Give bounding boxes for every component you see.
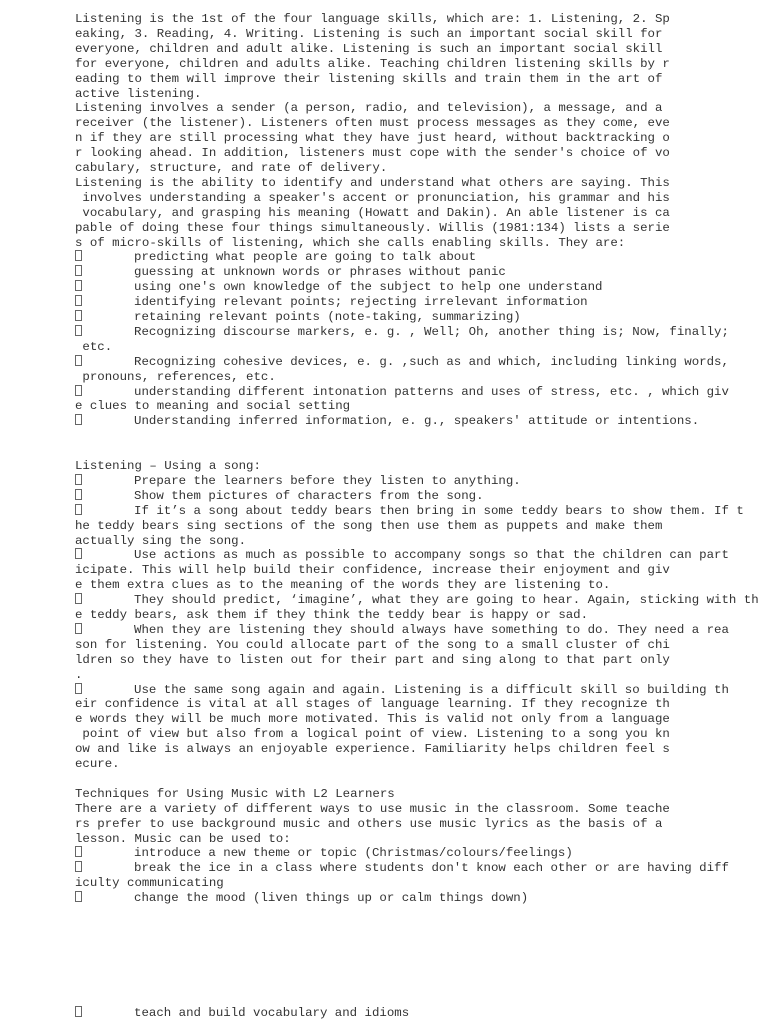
text-line	[75, 668, 82, 683]
bullet-list-item	[75, 861, 729, 876]
checkbox-bullet-icon	[75, 623, 82, 634]
line-text: teach and build vocabulary and idioms	[82, 1006, 410, 1020]
line-text: ldren so they have to listen out for their part and sing along to that part only	[75, 652, 670, 667]
text-line	[75, 176, 670, 191]
line-text: Prepare the learners before they listen to anything.	[82, 473, 521, 488]
line-text: son for listening. You could allocate part of the song to a small cluster of chi	[75, 637, 670, 652]
line-text: rs prefer to use background music and others use music lyrics as the basis of a	[75, 816, 663, 831]
line-text: lesson. Music can be used to:	[75, 831, 291, 846]
line-text: e words they will be much more motivated. This is valid not only from a language	[75, 712, 670, 727]
text-line	[75, 27, 662, 42]
line-text: Listening – Using a song:	[75, 459, 261, 473]
checkbox-bullet-icon	[75, 548, 82, 559]
line-text: They should predict, ‘imagine’, what they are going to hear. Again, sticking with th	[82, 593, 759, 608]
line-text: pronouns, references, etc.	[75, 369, 276, 384]
bullet-list-item	[75, 489, 484, 504]
line-text: ecure.	[75, 757, 120, 771]
checkbox-bullet-icon	[75, 414, 82, 425]
line-text: cabulary, structure, and rate of delivery.	[75, 161, 388, 175]
line-text: .	[75, 667, 83, 682]
line-text: etc.	[75, 339, 113, 354]
text-line	[75, 742, 670, 757]
text-line	[75, 802, 670, 817]
line-text: vocabulary, and grasping his meaning (Howatt and Dakin). An able listener is ca	[75, 205, 670, 220]
checkbox-bullet-icon	[75, 385, 82, 396]
line-text: using one's own knowledge of the subject to help one understand	[82, 280, 603, 295]
line-text: Understanding inferred information, e. g., speakers' attitude or intentions.	[82, 414, 700, 429]
text-line	[75, 697, 670, 712]
text-line	[75, 817, 662, 832]
checkbox-bullet-icon	[75, 891, 82, 902]
line-text: e them extra clues as to the meaning of the words they are listening to.	[75, 578, 611, 593]
bullet-list-item	[75, 593, 759, 608]
bullet-list-item	[75, 280, 603, 295]
line-text: Recognizing cohesive devices, e. g. ,such as and which, including linking words,	[82, 354, 729, 369]
text-line	[75, 638, 670, 653]
line-text: Listening involves a sender (a person, radio, and television), a message, and a	[75, 101, 663, 116]
bullet-list-item	[75, 1006, 409, 1021]
text-line	[75, 12, 670, 27]
line-text: involves understanding a speaker's accent or pronunciation, his grammar and his	[75, 190, 670, 205]
text-line	[75, 519, 662, 534]
line-text: point of view but also from a logical point of view. Listening to a song you kn	[75, 727, 670, 742]
checkbox-bullet-icon	[75, 683, 82, 694]
text-line	[75, 757, 120, 772]
checkbox-bullet-icon	[75, 295, 82, 306]
line-text: e clues to meaning and social setting	[75, 399, 351, 414]
text-line	[75, 608, 588, 623]
bullet-list-item	[75, 474, 521, 489]
checkbox-bullet-icon	[75, 325, 82, 336]
line-text: Use actions as much as possible to accompany songs so that the children can part	[82, 548, 729, 563]
line-text: active listening.	[75, 86, 202, 101]
text-line	[75, 221, 670, 236]
text-line	[75, 459, 261, 474]
checkbox-bullet-icon	[75, 280, 82, 291]
bullet-list-item	[75, 355, 729, 370]
text-line	[75, 787, 395, 802]
line-text: n if they are still processing what they have just heard, without backtracking o	[75, 131, 670, 146]
checkbox-bullet-icon	[75, 861, 82, 872]
line-text: actually sing the song.	[75, 533, 247, 548]
bullet-list-item	[75, 310, 521, 325]
bullet-list-item	[75, 414, 699, 429]
text-line	[75, 116, 670, 131]
bullet-list-item	[75, 325, 729, 340]
line-text: Listening is the 1st of the four language skills, which are: 1. Listening, 2. Sp	[75, 12, 670, 26]
line-text: identifying relevant points; rejecting irrelevant information	[82, 295, 588, 310]
bullet-list-item	[75, 385, 729, 400]
text-line	[75, 832, 291, 847]
line-text: Techniques for Using Music with L2 Learners	[75, 786, 395, 801]
text-line	[75, 131, 670, 146]
line-text: for everyone, children and adults alike. Teaching children listening skills by r	[75, 56, 670, 71]
line-text: eading to them will improve their listening skills and train them in the art of	[75, 71, 663, 86]
line-text: retaining relevant points (note-taking, summarizing)	[82, 310, 521, 324]
line-text: If it’s a song about teddy bears then bring in some teddy bears to show them. If t	[82, 503, 744, 518]
text-line	[75, 191, 670, 206]
line-text: icipate. This will help build their confidence, increase their enjoyment and giv	[75, 563, 670, 578]
line-text: r looking ahead. In addition, listeners must cope with the sender's choice of vo	[75, 146, 670, 161]
text-line	[75, 370, 276, 385]
line-text: eaking, 3. Reading, 4. Writing. Listening is such an important social skill for	[75, 26, 663, 41]
checkbox-bullet-icon	[75, 265, 82, 276]
bullet-list-item	[75, 265, 506, 280]
text-line	[75, 534, 246, 549]
bullet-list-item	[75, 295, 588, 310]
text-line	[75, 578, 610, 593]
checkbox-bullet-icon	[75, 474, 82, 485]
line-text: Show them pictures of characters from the song.	[82, 488, 484, 503]
checkbox-bullet-icon	[75, 250, 82, 261]
checkbox-bullet-icon	[75, 355, 82, 366]
line-text: Use the same song again and again. Listening is a difficult skill so building th	[82, 682, 729, 697]
bullet-list-item	[75, 623, 729, 638]
text-line	[75, 87, 201, 102]
text-line	[75, 206, 670, 221]
line-text: he teddy bears sing sections of the song then use them as puppets and make them	[75, 518, 663, 533]
line-text: eir confidence is vital at all stages of language learning. If they recognize th	[75, 697, 670, 712]
bullet-list-item	[75, 846, 573, 861]
line-text: s of micro-skills of listening, which she calls enabling skills. They are:	[75, 235, 626, 250]
bullet-list-item	[75, 891, 528, 906]
line-text: understanding different intonation patterns and uses of stress, etc. , which giv	[82, 384, 729, 399]
line-text: everyone, children and adult alike. Listening is such an important social skill	[75, 41, 663, 56]
text-line	[75, 236, 625, 251]
checkbox-bullet-icon	[75, 846, 82, 857]
text-line	[75, 146, 670, 161]
text-line	[75, 563, 670, 578]
line-text: When they are listening they should always have something to do. They need a rea	[82, 622, 729, 637]
bullet-list-item	[75, 548, 729, 563]
line-text: iculty communicating	[75, 876, 224, 891]
bullet-list-item	[75, 250, 476, 265]
checkbox-bullet-icon	[75, 1006, 82, 1017]
text-line	[75, 653, 670, 668]
line-text: introduce a new theme or topic (Christmas/colours/feelings)	[82, 846, 573, 861]
text-line	[75, 57, 670, 72]
checkbox-bullet-icon	[75, 310, 82, 321]
line-text: receiver (the listener). Listeners often must process messages as they come, eve	[75, 116, 670, 131]
text-line	[75, 340, 112, 355]
text-line	[75, 161, 387, 176]
text-line	[75, 712, 670, 727]
line-text: e teddy bears, ask them if they think the teddy bear is happy or sad.	[75, 608, 589, 622]
text-line	[75, 876, 224, 891]
text-line	[75, 42, 662, 57]
bullet-list-item	[75, 504, 744, 519]
checkbox-bullet-icon	[75, 504, 82, 515]
text-line	[75, 101, 662, 116]
line-text: guessing at unknown words or phrases without panic	[82, 265, 506, 280]
line-text: There are a variety of different ways to use music in the classroom. Some teache	[75, 801, 670, 816]
text-line	[75, 727, 670, 742]
checkbox-bullet-icon	[75, 593, 82, 604]
text-line	[75, 399, 350, 414]
line-text: Recognizing discourse markers, e. g. , Well; Oh, another thing is; Now, finally;	[82, 324, 729, 339]
line-text: break the ice in a class where students don't know each other or are having diff	[82, 861, 729, 876]
line-text: Listening is the ability to identify and understand what others are saying. This	[75, 175, 670, 190]
line-text: predicting what people are going to talk about	[82, 250, 477, 265]
line-text: ow and like is always an enjoyable experience. Familiarity helps children feel s	[75, 742, 670, 757]
text-line	[75, 72, 662, 87]
bullet-list-item	[75, 683, 729, 698]
line-text: change the mood (liven things up or calm things down)	[82, 891, 529, 906]
line-text: pable of doing these four things simultaneously. Willis (1981:134) lists a serie	[75, 220, 670, 235]
checkbox-bullet-icon	[75, 489, 82, 500]
